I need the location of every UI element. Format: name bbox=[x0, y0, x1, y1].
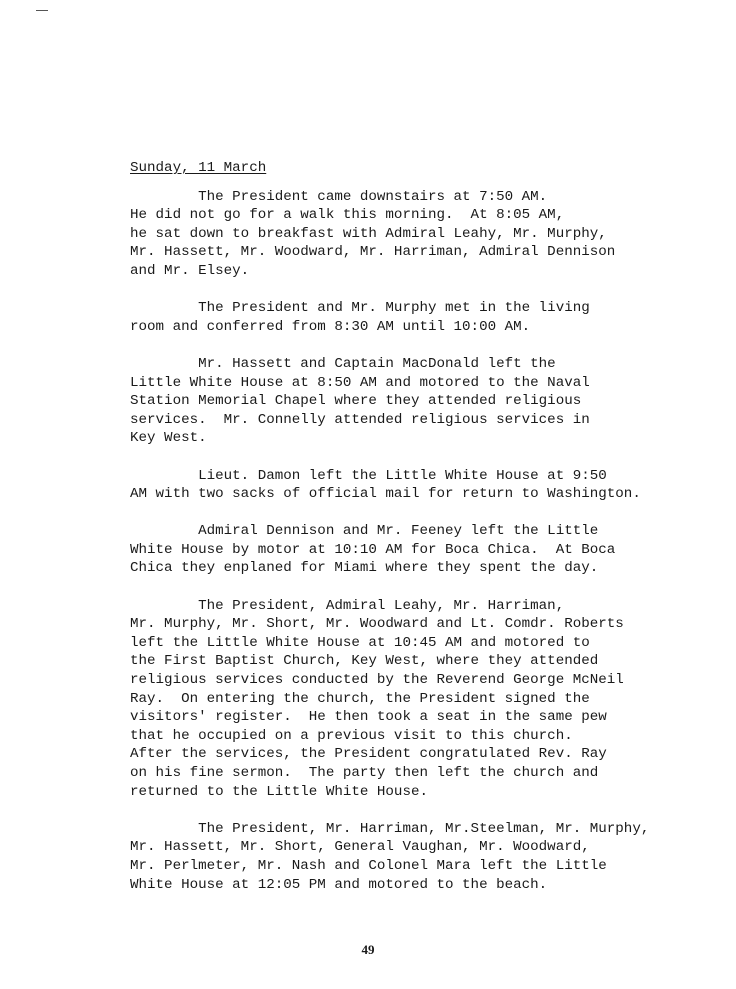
paragraph bbox=[130, 299, 630, 336]
text-line: on his fine sermon. The party then left the church and bbox=[130, 765, 599, 781]
text-line: Station Memorial Chapel where they attended religious bbox=[130, 393, 582, 410]
text-line: The President came downstairs at 7:50 AM. bbox=[130, 188, 548, 205]
text-line: services. Mr. Connelly attended religious services in bbox=[130, 411, 590, 428]
text-line: Mr. Hassett and Captain MacDonald left the bbox=[130, 355, 556, 372]
text-line: Chica they enplaned for Miami where they spent the day. bbox=[130, 560, 599, 577]
text-line: After the services, the President congratulated Rev. Ray bbox=[130, 746, 607, 763]
text-line: Key West. bbox=[130, 430, 207, 447]
text-line: Little White House at 8:50 AM and motored to the Naval bbox=[130, 374, 590, 391]
page-number: 49 bbox=[361, 942, 375, 957]
text-line: He did not go for a walk this morning. At 8:05 AM, bbox=[130, 207, 565, 224]
text-line: room and conferred from 8:30 AM until 10:00 AM. bbox=[130, 318, 531, 335]
text-line: Mr. Hassett, Mr. Woodward, Mr. Harriman, Admiral Dennison bbox=[130, 244, 616, 261]
text-line: Mr. Hassett, Mr. Short, General Vaughan, Mr. Woodward, bbox=[130, 839, 590, 856]
text-line: White House by motor at 10:10 AM for Boca Chica. At Boca bbox=[130, 541, 616, 558]
paragraph bbox=[130, 467, 641, 504]
text-line: Mr. Murphy, Mr. Short, Mr. Woodward and Lt. Comdr. Roberts bbox=[130, 616, 624, 633]
paragraph-list bbox=[130, 188, 650, 895]
text-line: Mr. Perlmeter, Mr. Nash and Colonel Mara left the Little bbox=[130, 857, 607, 874]
paragraph bbox=[130, 820, 650, 894]
text-line: Lieut. Damon left the Little White House at 9:50 bbox=[130, 467, 607, 484]
paragraph bbox=[130, 522, 630, 578]
text-line: religious services conducted by the Reverend George McNeil bbox=[130, 672, 624, 689]
text-line: visitors' register. He then took a seat in the same pew bbox=[130, 709, 607, 726]
paragraph bbox=[130, 355, 630, 448]
text-line: The President and Mr. Murphy met in the living bbox=[130, 300, 590, 317]
text-line: AM with two sacks of official mail for return to Washington. bbox=[130, 486, 641, 503]
text-line: the First Baptist Church, Key West, where they attended bbox=[130, 653, 599, 670]
text-line: he sat down to breakfast with Admiral Leahy, Mr. Murphy, bbox=[130, 225, 607, 242]
text-line: The President, Admiral Leahy, Mr. Harriman, bbox=[130, 597, 565, 614]
paragraph bbox=[130, 188, 630, 281]
paragraph bbox=[130, 597, 630, 802]
date-heading: Sunday, 11 March bbox=[130, 160, 267, 176]
text-line: Ray. On entering the church, the President signed the bbox=[130, 690, 590, 707]
document-body bbox=[130, 159, 650, 913]
text-line: The President, Mr. Harriman, Mr.Steelman, Mr. Murphy, bbox=[130, 820, 650, 837]
text-line: Admiral Dennison and Mr. Feeney left the Little bbox=[130, 523, 599, 540]
text-line: White House at 12:05 PM and motored to the beach. bbox=[130, 876, 548, 893]
text-line: that he occupied on a previous visit to this church. bbox=[130, 727, 573, 744]
scan-mark bbox=[36, 10, 48, 11]
text-line: left the Little White House at 10:45 AM and motored to bbox=[130, 634, 590, 651]
text-line: and Mr. Elsey. bbox=[130, 262, 250, 279]
text-line: returned to the Little White House. bbox=[130, 783, 428, 800]
